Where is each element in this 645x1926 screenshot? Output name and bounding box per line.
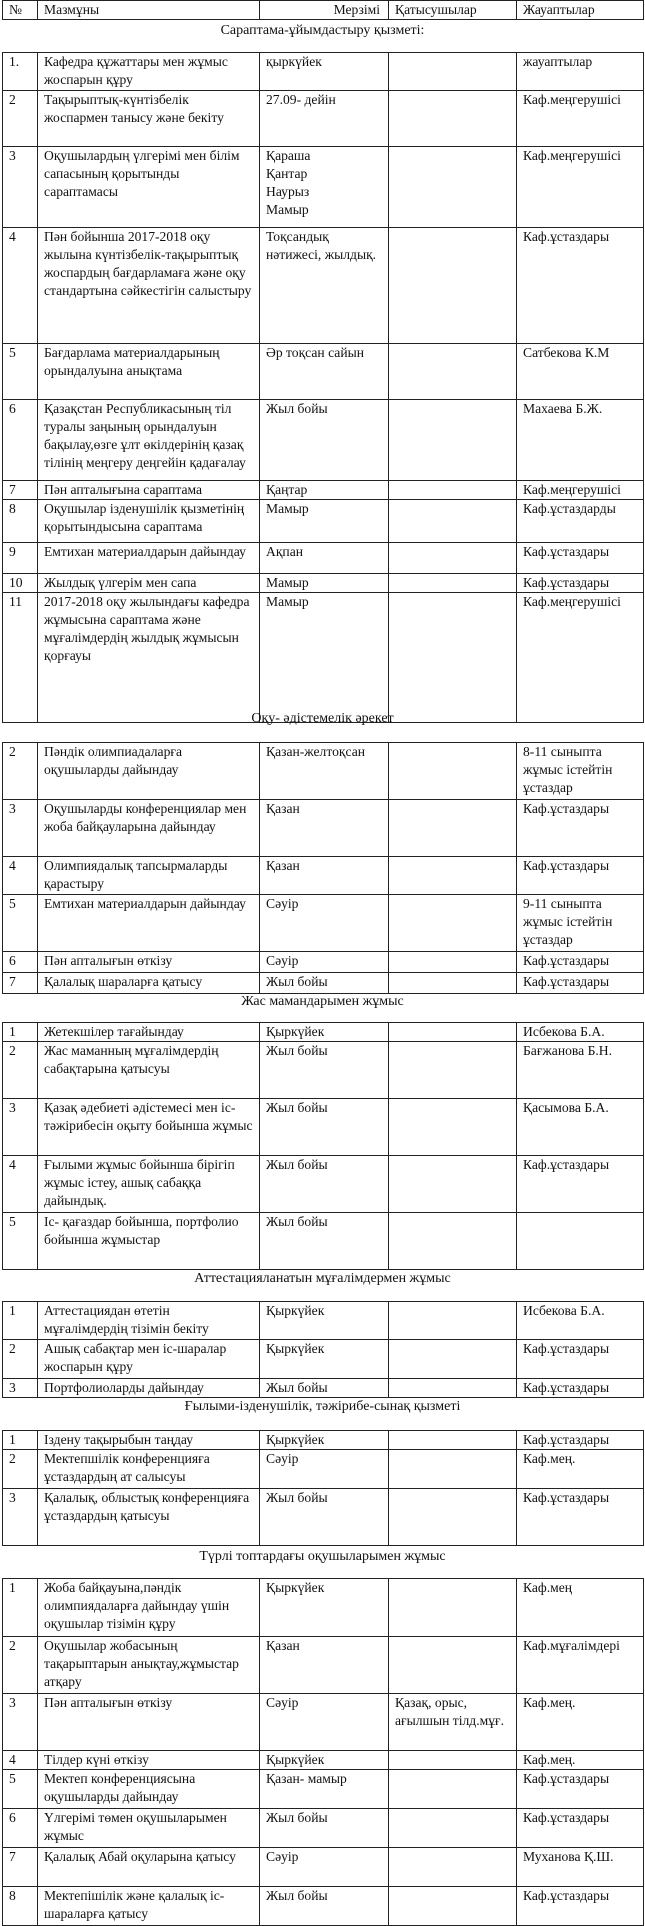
row-participants [389,1637,517,1694]
row-participants [389,1809,517,1848]
header-row [3,1,644,20]
row-content: Оқушылар жобасының тақарыптарын анықтау,жұмыстар атқару [38,1637,260,1694]
row-term: Қазан [260,800,389,857]
row-responsible: 9-11 сыныпта жұмыс істейтін ұстаздар [517,895,644,952]
row-content: Пәндік олимпиадаларға оқушыларды дайындау [38,743,260,800]
table-row [3,1637,644,1694]
row-content: Қазақ әдебиеті әдістемесі мен іс-тәжірибесін оқыту бойынша жұмыс [38,1099,260,1156]
row-number: 5 [3,1770,38,1809]
row-content: Пән апталығын өткізу [38,1694,260,1751]
row-number: 7 [3,481,38,500]
row-responsible: Каф.мең [517,1579,644,1637]
row-number: 2 [3,1450,38,1489]
row-number: 3 [3,147,38,228]
row-responsible: Каф.мең. [517,1694,644,1751]
row-content: Оқушылар ізденушілік қызметінің қорытындысына сараптама [38,500,260,543]
row-term: Қыркүйек [260,1579,389,1637]
row-content: Іздену тақырыбын таңдау [38,1431,260,1450]
row-number: 10 [3,574,38,593]
section-title: Жас мамандарымен жұмыс [241,994,404,1009]
row-number: 4 [3,1156,38,1213]
header-no: № [3,1,38,20]
row-responsible: Каф.мең. [517,1751,644,1770]
row-number: 3 [3,1694,38,1751]
row-term: Мамыр [260,593,389,723]
row-content: Емтихан материалдарын дайындау [38,895,260,952]
row-content: Мектепішілік және қалалық іс-шараларға қатысу [38,1887,260,1926]
row-number: 5 [3,344,38,400]
row-content: Ғылыми жұмыс бойынша бірігіп жұмыс істеу, ашық сабаққа дайындық. [38,1156,260,1213]
row-number: 1. [3,53,38,91]
table-row [3,543,644,574]
row-term: 27.09- дейін [260,91,389,147]
section-title: Оқу- әдістемелік әрекет [251,711,394,726]
table-row [3,952,644,973]
row-responsible: 8-11 сыныпта жұмыс істейтін ұстаздар [517,743,644,800]
section-title: Түрлі топтардағы оқушыларымен жұмыс [199,1549,446,1564]
header-table [2,0,644,20]
row-participants [389,344,517,400]
row-content: Қалалық шараларға қатысу [38,973,260,994]
table-row [3,1887,644,1926]
table-row [3,1023,644,1042]
row-participants [389,1489,517,1546]
row-responsible: Каф.ұстаздары [517,1489,644,1546]
row-participants [389,743,517,800]
row-term: Әр тоқсан сайын [260,344,389,400]
row-content: Кафедра құжаттары мен жұмыс жоспарын құру [38,53,260,91]
row-term: Қыркүйек [260,1431,389,1450]
row-number: 3 [3,800,38,857]
table-row [3,1751,644,1770]
row-term: Тоқсандық нәтижесі, жылдық. [260,228,389,344]
row-participants [389,1213,517,1270]
row-term: Мамыр [260,574,389,593]
row-responsible: Каф.ұстаздары [517,1809,644,1848]
row-term: Жыл бойы [260,973,389,994]
section-table [2,52,644,723]
row-term: Қыркүйек [260,1751,389,1770]
row-responsible: Бағжанова Б.Н. [517,1042,644,1099]
row-participants [389,481,517,500]
table-row [3,500,644,543]
row-content: Қалалық Абай оқуларына қатысу [38,1848,260,1887]
row-responsible: Каф.ұстаздары [517,228,644,344]
row-participants [389,53,517,91]
row-responsible: Каф.ұстаздары [517,800,644,857]
table-row [3,743,644,800]
header-responsible: Жауаптылар [517,1,644,20]
row-responsible: Каф.меңгерушісі [517,593,644,723]
row-content: Мектепшілік конференцияға ұстаздардың ат салысуы [38,1450,260,1489]
row-term: Мамыр [260,500,389,543]
row-responsible: Каф.ұстаздары [517,973,644,994]
row-number: 11 [3,593,38,723]
row-content: Іс- қағаздар бойынша, портфолио бойынша жұмыстар [38,1213,260,1270]
section-table [2,1578,644,1926]
header-content: Мазмұны [38,1,260,20]
row-responsible: Каф.ұстаздары [517,1156,644,1213]
row-responsible: Каф.ұстаздары [517,1340,644,1379]
row-term: Ақпан [260,543,389,574]
row-content: Пән апталығына сараптама [38,481,260,500]
row-content: Жетекшілер тағайындау [38,1023,260,1042]
row-number: 3 [3,1379,38,1398]
table-row [3,593,644,723]
row-participants [389,1042,517,1099]
row-responsible [517,1213,644,1270]
row-participants [389,1302,517,1340]
row-number: 1 [3,1302,38,1340]
section-table [2,1301,644,1398]
table-row [3,574,644,593]
row-responsible: Каф.меңгерушісі [517,147,644,228]
row-term: Қыркүйек [260,1340,389,1379]
row-responsible: Каф.мұғалімдері [517,1637,644,1694]
row-term: Қазан [260,1637,389,1694]
section-table [2,742,644,994]
row-number: 1 [3,1023,38,1042]
row-number: 2 [3,91,38,147]
table-row [3,1379,644,1398]
row-term: Сәуір [260,1450,389,1489]
row-responsible: Муханова Қ.Ш. [517,1848,644,1887]
row-content: Тілдер күні өткізу [38,1751,260,1770]
table-row [3,400,644,481]
row-term: Жыл бойы [260,1809,389,1848]
row-term: қыркүйек [260,53,389,91]
row-participants [389,400,517,481]
table-row [3,1489,644,1546]
table-row [3,147,644,228]
row-term: Жыл бойы [260,400,389,481]
table-row [3,344,644,400]
section-title: Ғылыми-ізденушілік, тәжірибе-сынақ қызметі [184,1399,461,1414]
row-number: 5 [3,1213,38,1270]
table-row [3,857,644,895]
row-number: 1 [3,1431,38,1450]
row-responsible: жауаптылар [517,53,644,91]
row-responsible: Каф.ұстаздары [517,543,644,574]
row-responsible: Каф.ұстаздары [517,1379,644,1398]
row-responsible: Каф.меңгерушісі [517,91,644,147]
row-participants [389,1340,517,1379]
row-content: Оқушыларды конференциялар мен жоба байқауларына дайындау [38,800,260,857]
row-responsible: Каф.ұстаздары [517,1770,644,1809]
table-row [3,1848,644,1887]
row-responsible: Каф.ұстаздары [517,1887,644,1926]
row-content: 2017-2018 оқу жылындағы кафедра жұмысына сараптама және мұғалімдердің жылдық жұмысын қорғауы [38,593,260,723]
row-participants [389,1848,517,1887]
row-content: Жылдық үлгерім мен сапа [38,574,260,593]
row-term: Сәуір [260,952,389,973]
row-participants [389,1099,517,1156]
row-responsible: Қасымова Б.А. [517,1099,644,1156]
row-participants [389,895,517,952]
row-responsible: Каф.ұстаздары [517,952,644,973]
row-content: Портфолиоларды дайындау [38,1379,260,1398]
row-term: Жыл бойы [260,1156,389,1213]
row-term: Жыл бойы [260,1489,389,1546]
row-participants [389,952,517,973]
section-table [2,1022,644,1270]
table-row [3,1340,644,1379]
row-participants [389,1770,517,1809]
table-row [3,1099,644,1156]
row-term: Қараша Қантар Наурыз Мамыр [260,147,389,228]
row-responsible: Махаева Б.Ж. [517,400,644,481]
row-responsible: Каф.ұстаздары [517,857,644,895]
row-participants [389,1431,517,1450]
row-participants [389,1023,517,1042]
table-row [3,1213,644,1270]
row-content: Пән апталығын өткізу [38,952,260,973]
table-row [3,1770,644,1809]
row-content: Үлгерімі төмен оқушыларымен жұмыс [38,1809,260,1848]
row-term: Қыркүйек [260,1023,389,1042]
row-term: Жыл бойы [260,1042,389,1099]
row-number: 2 [3,1637,38,1694]
row-term: Жыл бойы [260,1379,389,1398]
row-participants [389,1579,517,1637]
table-row [3,800,644,857]
row-content: Аттестациядан өтетін мұғалімдердің тізімін бекіту [38,1302,260,1340]
row-term: Жыл бойы [260,1213,389,1270]
row-content: Олимпиядалық тапсырмаларды қарастыру [38,857,260,895]
row-content: Пән бойынша 2017-2018 оқу жылына күнтізбелік-тақырыптық жоспардың бағдарламаға және оқу стандартына сәйкестігін салыстыру [38,228,260,344]
row-participants [389,973,517,994]
row-number: 8 [3,1887,38,1926]
row-content: Оқушылардың үлгерімі мен білім сапасының қорытынды сараптамасы [38,147,260,228]
row-content: Бағдарлама материалдарының орындалуына анықтама [38,344,260,400]
row-content: Тақырыптық-күнтізбелік жоспармен танысу және бекіту [38,91,260,147]
row-participants [389,147,517,228]
row-responsible: Сатбекова К.М [517,344,644,400]
row-responsible: Каф.мең. [517,1450,644,1489]
row-participants [389,1450,517,1489]
row-number: 6 [3,1809,38,1848]
section-title: Сараптама-ұйымдастыру қызметі: [220,23,425,38]
row-term: Жыл бойы [260,1099,389,1156]
row-term: Қазан [260,857,389,895]
row-responsible: Каф.ұстаздарды [517,500,644,543]
row-participants [389,1379,517,1398]
row-number: 2 [3,743,38,800]
row-number: 2 [3,1340,38,1379]
row-content: Емтихан материалдарын дайындау [38,543,260,574]
row-number: 6 [3,952,38,973]
row-number: 4 [3,228,38,344]
row-number: 4 [3,1751,38,1770]
row-responsible: Каф.меңгерушісі [517,481,644,500]
row-participants [389,228,517,344]
row-content: Қазақстан Республикасының тіл туралы заңының орындалуын бақылау,өзге ұлт өкілдерінің қазақ тілінің меңгеру деңгейін қадағалау [38,400,260,481]
row-number: 3 [3,1099,38,1156]
row-responsible: Каф.ұстаздары [517,574,644,593]
row-responsible: Исбекова Б.А. [517,1023,644,1042]
row-participants: Қазақ, орыс, ағылшын тілд.мұғ. [389,1694,517,1751]
row-number: 7 [3,1848,38,1887]
row-number: 8 [3,500,38,543]
row-content: Жоба байқауына,пәндік олимпиядаларға дайындау үшін оқушылар тізімін құру [38,1579,260,1637]
row-responsible: Каф.ұстаздары [517,1431,644,1450]
row-term: Қазан-желтоқсан [260,743,389,800]
row-content: Мектеп конференциясына оқушыларды дайындау [38,1770,260,1809]
header-term: Мерзімі [260,1,389,20]
row-responsible: Исбекова Б.А. [517,1302,644,1340]
row-participants [389,500,517,543]
table-row [3,1042,644,1099]
section-title: Аттестацияланатын мұғалімдермен жұмыс [194,1271,451,1286]
table-row [3,1302,644,1340]
row-content: Ашық сабақтар мен іс-шаралар жоспарын құру [38,1340,260,1379]
row-number: 6 [3,400,38,481]
row-participants [389,574,517,593]
row-number: 4 [3,857,38,895]
row-term: Сәуір [260,1694,389,1751]
table-row [3,973,644,994]
row-participants [389,91,517,147]
row-term: Қазан- мамыр [260,1770,389,1809]
row-participants [389,593,517,723]
table-row [3,228,644,344]
row-number: 5 [3,895,38,952]
row-term: Қыркүйек [260,1302,389,1340]
table-row [3,895,644,952]
row-term: Сәуір [260,895,389,952]
row-number: 7 [3,973,38,994]
table-row [3,91,644,147]
row-term: Жыл бойы [260,1887,389,1926]
table-row [3,1579,644,1637]
table-row [3,481,644,500]
table-row [3,53,644,91]
table-row [3,1694,644,1751]
table-row [3,1809,644,1848]
row-participants [389,543,517,574]
row-term: Сәуір [260,1848,389,1887]
header-participants: Қатысушылар [389,1,517,20]
row-participants [389,1887,517,1926]
table-row [3,1431,644,1450]
row-content: Жас маманның мұғалімдердің сабақтарына қатысуы [38,1042,260,1099]
table-row [3,1156,644,1213]
row-number: 2 [3,1042,38,1099]
row-participants [389,1156,517,1213]
row-content: Қалалық, облыстық конференцияға ұстаздардың қатысуы [38,1489,260,1546]
row-participants [389,800,517,857]
row-participants [389,857,517,895]
row-participants [389,1751,517,1770]
row-number: 3 [3,1489,38,1546]
section-table [2,1430,644,1546]
row-term: Қаңтар [260,481,389,500]
row-number: 1 [3,1579,38,1637]
row-number: 9 [3,543,38,574]
table-row [3,1450,644,1489]
